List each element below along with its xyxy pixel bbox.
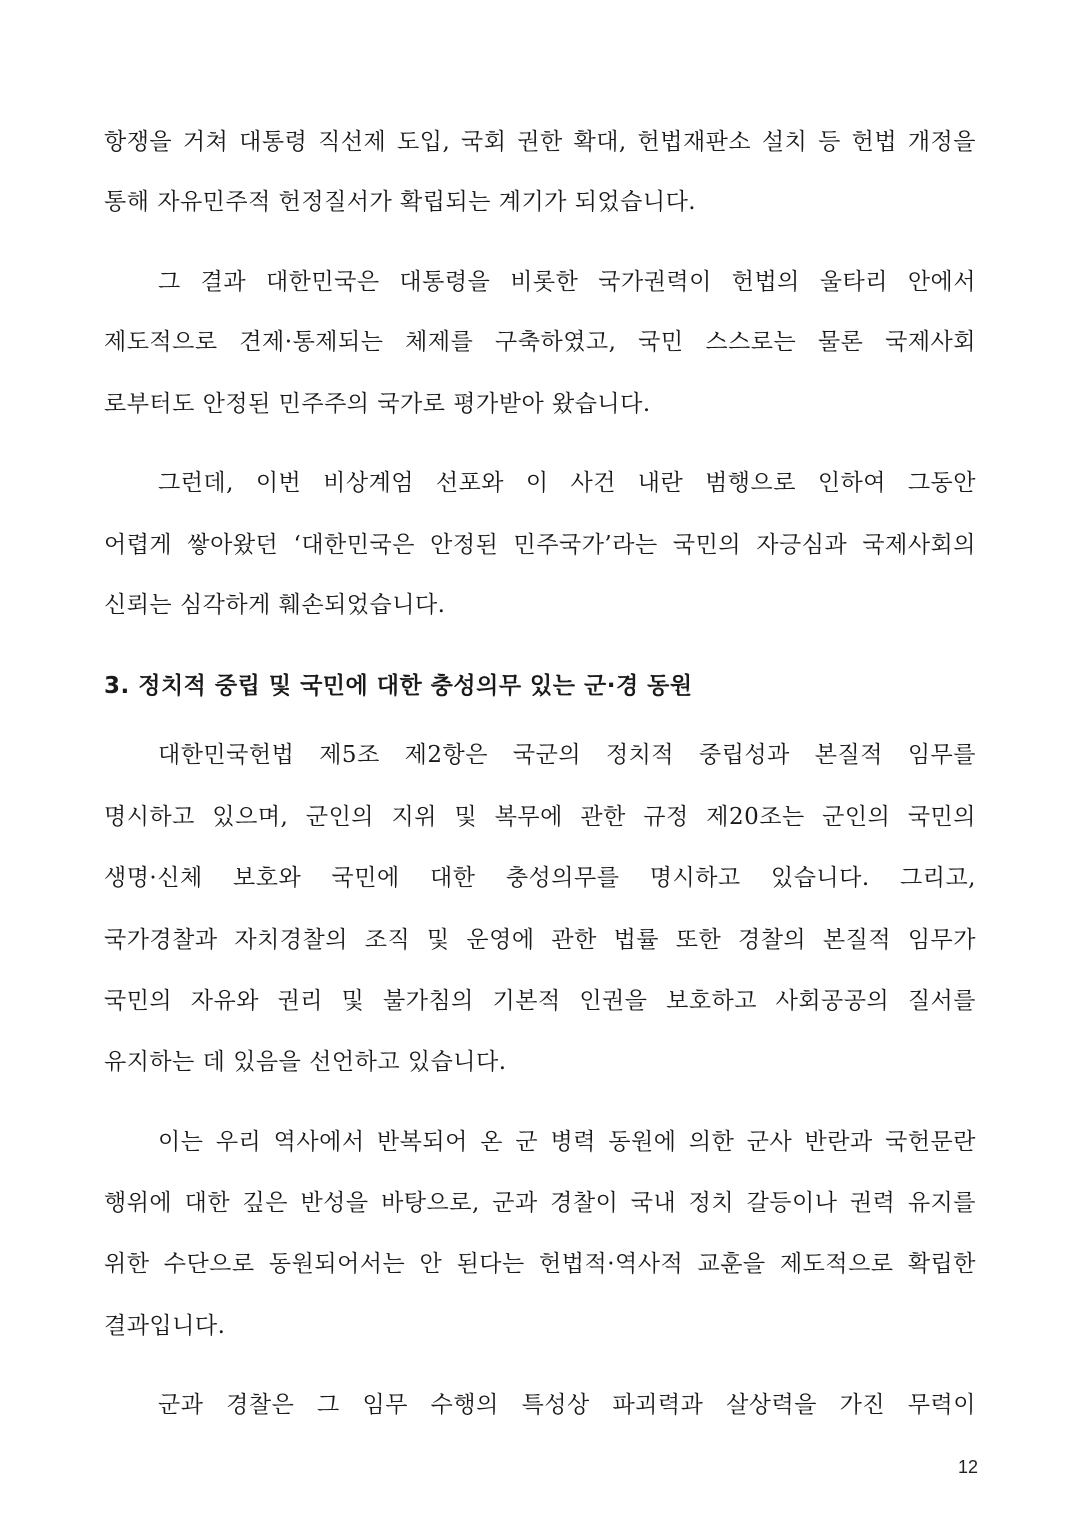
paragraph-line: 이는 우리 역사에서 반복되어 온 군 병력 동원에 의한 군사 반란과 국헌문란 [158,1129,976,1155]
paragraph-line: 명시하고 있으며, 군인의 지위 및 복무에 관한 규정 제20조는 군인의 국민의 [104,804,976,830]
paragraph-line: 생명·신체 보호와 국민에 대한 충성의무를 명시하고 있습니다. 그리고, [104,865,976,891]
paragraph-line: 그런데, 이번 비상계엄 선포와 이 사건 내란 범행으로 인하여 그동안 [158,470,976,496]
paragraph-line: 군과 경찰은 그 임무 수행의 특성상 파괴력과 살상력을 가진 무력이 [158,1392,976,1418]
paragraph-line: 제도적으로 견제·통제되는 체제를 구축하였고, 국민 스스로는 물론 국제사회 [104,329,976,355]
paragraph-line: 위한 수단으로 동원되어서는 안 된다는 헌법적·역사적 교훈을 제도적으로 확립한 [104,1251,976,1277]
paragraph-line: 어렵게 쌓아왔던 ‘대한민국은 안정된 민주국가’라는 국민의 자긍심과 국제사회의 [104,532,976,558]
paragraph-line: 항쟁을 거쳐 대통령 직선제 도입, 국회 권한 확대, 헌법재판소 설치 등 헌법 개정을 [104,129,976,155]
page-number: 12 [957,1457,978,1477]
paragraph-line: 결과입니다. [104,1313,226,1339]
paragraph-line: 유지하는 데 있음을 선언하고 있습니다. [104,1049,507,1075]
paragraph-line: 통해 자유민주적 헌정질서가 확립되는 계기가 되었습니다. [104,189,697,215]
paragraph-line: 국가경찰과 자치경찰의 조직 및 운영에 관한 법률 또한 경찰의 본질적 임무가 [104,927,976,953]
paragraph-line: 국민의 자유와 권리 및 불가침의 기본적 인권을 보호하고 사회공공의 질서를 [104,988,976,1014]
section-heading: 3. 정치적 중립 및 국민에 대한 충성의무 있는 군·경 동원 [104,673,693,699]
paragraph-line: 행위에 대한 깊은 반성을 바탕으로, 군과 경찰이 국내 정치 갈등이나 권력 유지를 [104,1190,976,1216]
paragraph-line: 신뢰는 심각하게 훼손되었습니다. [104,592,446,618]
paragraph-line: 대한민국헌법 제5조 제2항은 국군의 정치적 중립성과 본질적 임무를 [158,742,976,768]
paragraph-line: 그 결과 대한민국은 대통령을 비롯한 국가권력이 헌법의 울타리 안에서 [158,269,976,295]
paragraph-line: 로부터도 안정된 민주주의 국가로 평가받아 왔습니다. [104,391,651,417]
